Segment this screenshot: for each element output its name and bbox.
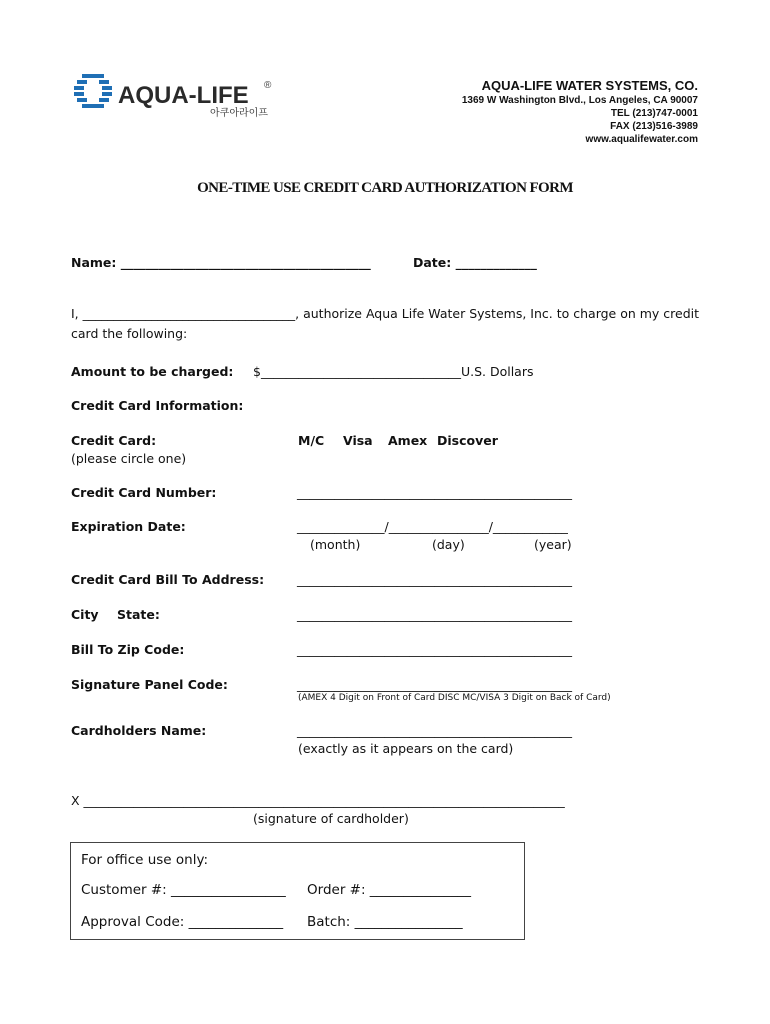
signature-panel-note: (AMEX 4 Digit on Front of Card DISC MC/VISA 3 Digit on Back of Card)	[298, 693, 611, 703]
office-use-box	[70, 842, 525, 940]
order-number-field[interactable]: Order #: _______________	[307, 882, 472, 898]
company-phone: TEL (213)747-0001	[610, 108, 698, 119]
authorization-line-2: card the following:	[71, 326, 188, 341]
company-name: AQUA-LIFE WATER SYSTEMS, CO.	[481, 78, 698, 93]
card-option-discover[interactable]: Discover	[437, 433, 498, 448]
authorization-line[interactable]: I, __________________________________, authorize Aqua Life Water Systems, Inc. to charge on my credit	[71, 306, 700, 321]
expiration-day-caption: (day)	[432, 537, 465, 552]
signature-panel-label: Signature Panel Code:	[71, 677, 228, 692]
batch-field[interactable]: Batch: ________________	[307, 914, 463, 930]
logo-brand-text: AQUA-LIFE	[118, 82, 249, 109]
bill-address-label: Credit Card Bill To Address:	[71, 572, 265, 587]
company-website: www.aqualifewater.com	[585, 134, 698, 145]
expiration-field[interactable]: ______________/________________/____________	[297, 519, 568, 534]
name-field[interactable]: Name: ________________________________________	[71, 255, 371, 270]
zip-label: Bill To Zip Code:	[71, 642, 185, 657]
zip-field[interactable]: ____________________________________________	[297, 642, 572, 657]
company-logo	[72, 70, 282, 120]
cardholder-name-field[interactable]: ____________________________________________	[297, 723, 572, 738]
logo-graphic	[72, 70, 282, 120]
expiration-month-caption: (month)	[310, 537, 361, 552]
card-option-visa[interactable]: Visa	[343, 433, 373, 448]
card-number-label: Credit Card Number:	[71, 485, 217, 500]
card-option-amex[interactable]: Amex	[388, 433, 428, 448]
credit-card-info-heading: Credit Card Information:	[71, 398, 244, 413]
bill-address-field[interactable]: ____________________________________________	[297, 572, 572, 587]
credit-card-label: Credit Card:	[71, 433, 157, 448]
signature-field[interactable]: X _____________________________________________________________________________	[71, 793, 565, 808]
company-fax: FAX (213)516-3989	[610, 121, 698, 132]
expiration-year-caption: (year)	[534, 537, 572, 552]
city-state-field[interactable]: ____________________________________________	[297, 607, 572, 622]
expiration-label: Expiration Date:	[71, 519, 186, 534]
date-field[interactable]: Date: _____________	[413, 255, 537, 270]
signature-caption: (signature of cardholder)	[253, 811, 409, 826]
svg-text:®: ®	[264, 80, 272, 91]
approval-code-field[interactable]: Approval Code: ______________	[81, 914, 284, 930]
logo-emblem-icon	[74, 74, 112, 108]
form-title: ONE-TIME USE CREDIT CARD AUTHORIZATION FORM	[197, 180, 573, 196]
amount-label: Amount to be charged:	[71, 364, 234, 379]
company-address: 1369 W Washington Blvd., Los Angeles, CA 90007	[461, 95, 698, 106]
signature-panel-field[interactable]: ____________________________________________	[297, 677, 572, 692]
state-label: State:	[117, 607, 160, 622]
credit-card-note: (please circle one)	[71, 451, 187, 466]
card-number-field[interactable]: ____________________________________________	[297, 485, 572, 500]
card-option-mc[interactable]: M/C	[298, 433, 325, 448]
cardholder-name-note: (exactly as it appears on the card)	[298, 741, 514, 756]
office-use-heading: For office use only:	[81, 852, 209, 868]
city-label: City	[71, 607, 99, 622]
amount-field[interactable]: $________________________________U.S. Dollars	[253, 364, 534, 379]
logo-sub-text: 아쿠아라이프	[210, 108, 268, 119]
cardholder-name-label: Cardholders Name:	[71, 723, 207, 738]
company-info	[462, 78, 698, 146]
customer-number-field[interactable]: Customer #: _________________	[81, 882, 286, 898]
